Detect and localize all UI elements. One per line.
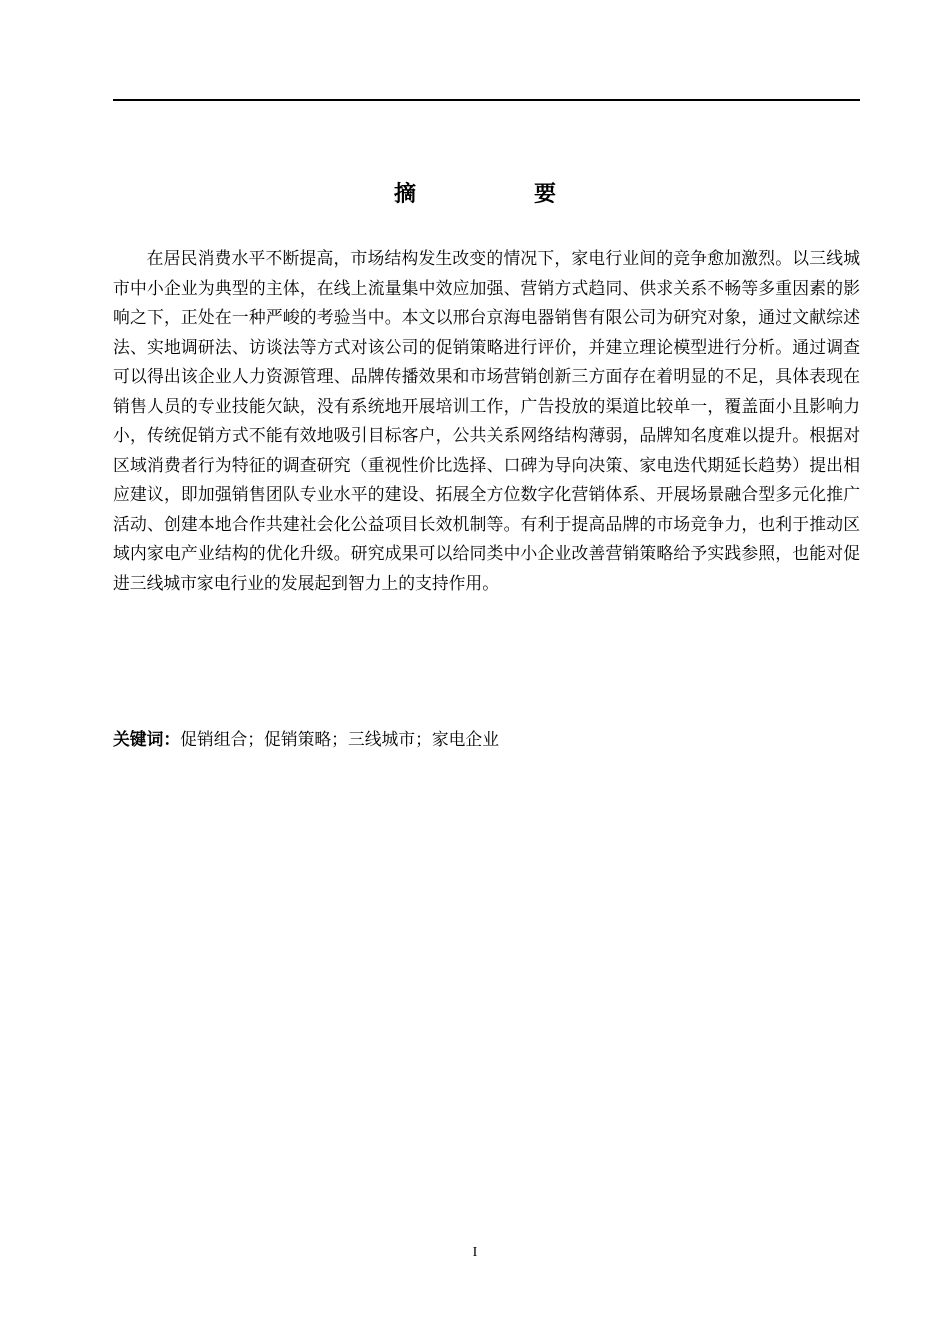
keywords-label: 关键词： — [113, 729, 181, 749]
header-rule — [113, 99, 860, 101]
abstract-paragraph: 在居民消费水平不断提高，市场结构发生改变的情况下，家电行业间的竞争愈加激烈。以三线城市中小企业为典型的主体，在线上流量集中效应加强、营销方式趋同、供求关系不畅等多重因素的影响之下，正处在一种严峻的考验当中。本文以邢台京海电器销售有限公司为研究对象，通过文献综述法、实地调研法、访谈法等方式对该公司的促销策略进行评价，并建立理论模型进行分析。通过调查可以得出该企业人力资源管理、品牌传播效果和市场营销创新三方面存在着明显的不足，具体表现在销售人员的专业技能欠缺，没有系统地开展培训工作，广告投放的渠道比较单一，覆盖面小且影响力小，传统促销方式不能有效地吸引目标客户，公共关系网络结构薄弱，品牌知名度难以提升。根据对区域消费者行为特征的调查研究（重视性价比选择、口碑为导向决策、家电迭代期延长趋势）提出相应建议，即加强销售团队专业水平的建设、拓展全方位数字化营销体系、开展场景融合型多元化推广活动、创建本地合作共建社会化公益项目长效机制等。有利于提高品牌的市场竞争力，也利于推动区域内家电产业结构的优化升级。研究成果可以给同类中小企业改善营销策略给予实践参照，也能对促进三线城市家电行业的发展起到智力上的支持作用。 — [113, 248, 860, 593]
abstract-body — [113, 244, 860, 598]
page-title: 摘 要 — [393, 182, 604, 207]
keywords-line — [113, 725, 860, 753]
page-number: I — [472, 1245, 478, 1260]
keywords-list: 促销组合；促销策略；三线城市；家电企业 — [180, 729, 499, 749]
